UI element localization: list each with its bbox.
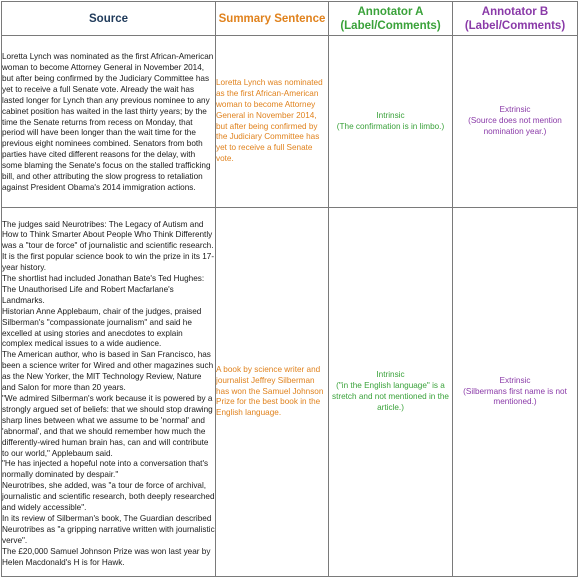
annotator-b-label: Extrinsic — [499, 375, 531, 385]
annotator-b-cell — [453, 208, 578, 577]
source-paragraph: Historian Anne Applebaum, chair of the judges, praised Silberman's "compassionate journalism" and said he excelled at using stories and anecdotes to explain complex medical issues to a wide audience. — [2, 306, 202, 349]
source-paragraph: It is the first popular science book to win the prize in its 17-year history. — [2, 252, 215, 273]
annotator-b-label: Extrinsic — [499, 105, 531, 115]
source-paragraph: Neurotribes, she added, was "a tour de force of archival, journalistic and scientific research, both deeply researched and widely accessible". — [2, 481, 215, 513]
source-paragraph: The judges said Neurotribes: The Legacy of Autism and How to Think Smarter About People Who Think Differently was a "tour de force" of journalistic and scientific research. — [2, 219, 214, 251]
source-cell — [2, 36, 216, 208]
annotator-a-label: Intrinsic — [376, 110, 405, 120]
annotator-b-comment: (Source does not mention nomination year.) — [468, 116, 562, 136]
header-annotator-b-sub: (Label/Comments) — [464, 19, 566, 32]
header-summary: Summary Sentence — [216, 2, 329, 36]
source-paragraph: "We admired Silberman's work because it is powered by a strongly argued set of beliefs: that we should stop drawing sharp lines between what we assume to be 'normal' and 'abnormal', and that we should remember how much the differently-wired human brain has, can and will contribute to our world," Applebaum said. — [2, 394, 213, 458]
source-cell — [2, 208, 216, 577]
annotator-a-cell — [329, 36, 453, 208]
summary-cell: Loretta Lynch was nominated as the first African-American woman to become Attorney General in November 2014, but after being confirmed by the Judiciary Committee has yet to receive a full Senate vote. — [216, 36, 329, 208]
annotator-a-comment: (The confirmation is in limbo.) — [336, 121, 445, 131]
header-annotator-b — [453, 2, 578, 36]
header-annotator-a-title: Annotator A — [357, 5, 424, 18]
source-paragraph: In its review of Silberman's book, The Guardian described Neurotribes as "a gripping narrative written with journalistic verve". — [2, 513, 215, 545]
source-paragraph: Loretta Lynch was nominated as the first African-American woman to become Attorney General in November 2014, but after being confirmed by the Judiciary Committee has yet to receive a full Senate vote. Already the wait has lasted longer for Lynch than any previous nominee to any cabinet position has waited in the last thirty years; by the time the Senate returns from recess on Monday, that period will have been longer than the wait time for the previous eight nominees combined. Senators from both parties have cited different reasons for the delay, with some blaming the Senate's focus on the stalled trafficking bill, and other attributing the slow progress to retaliation against President Obama's 2014 immigration actions. — [2, 52, 214, 192]
table-row — [2, 208, 578, 577]
header-row — [2, 2, 578, 36]
annotator-b-comment: (Silbermans first name is not mentioned.) — [463, 386, 567, 407]
header-annotator-a — [329, 2, 453, 36]
annotation-table — [1, 1, 578, 577]
header-source: Source — [2, 2, 216, 36]
annotator-b-cell — [453, 36, 578, 208]
source-paragraph: The shortlist had included Jonathan Bate's Ted Hughes: The Unauthorised Life and Robert Macfarlane's Landmarks. — [2, 274, 205, 305]
table-row — [2, 36, 578, 208]
annotator-a-cell — [329, 208, 453, 577]
annotator-a-label: Intrinsic — [376, 370, 405, 380]
summary-cell: A book by science writer and journalist Jeffrey Silberman has won the Samuel Johnson Prize for the best book in the English language. — [216, 208, 329, 577]
source-paragraph: The £20,000 Samuel Johnson Prize was won last year by Helen Macdonald's H is for Hawk. — [2, 546, 211, 567]
annotator-a-comment: ("in the English language" is a stretch and not mentioned in the article.) — [332, 381, 449, 412]
header-annotator-a-sub: (Label/Comments) — [340, 19, 441, 32]
source-paragraph: "He has injected a hopeful note into a conversation that's normally dominated by despair." — [2, 459, 209, 480]
source-paragraph: The American author, who is based in San Francisco, has been a science writer for Wired and other magazines such as the New Yorker, the MIT Technology Review, Nature and Salon for more than 20 years. — [2, 350, 214, 393]
header-annotator-b-title: Annotator B — [481, 5, 549, 18]
